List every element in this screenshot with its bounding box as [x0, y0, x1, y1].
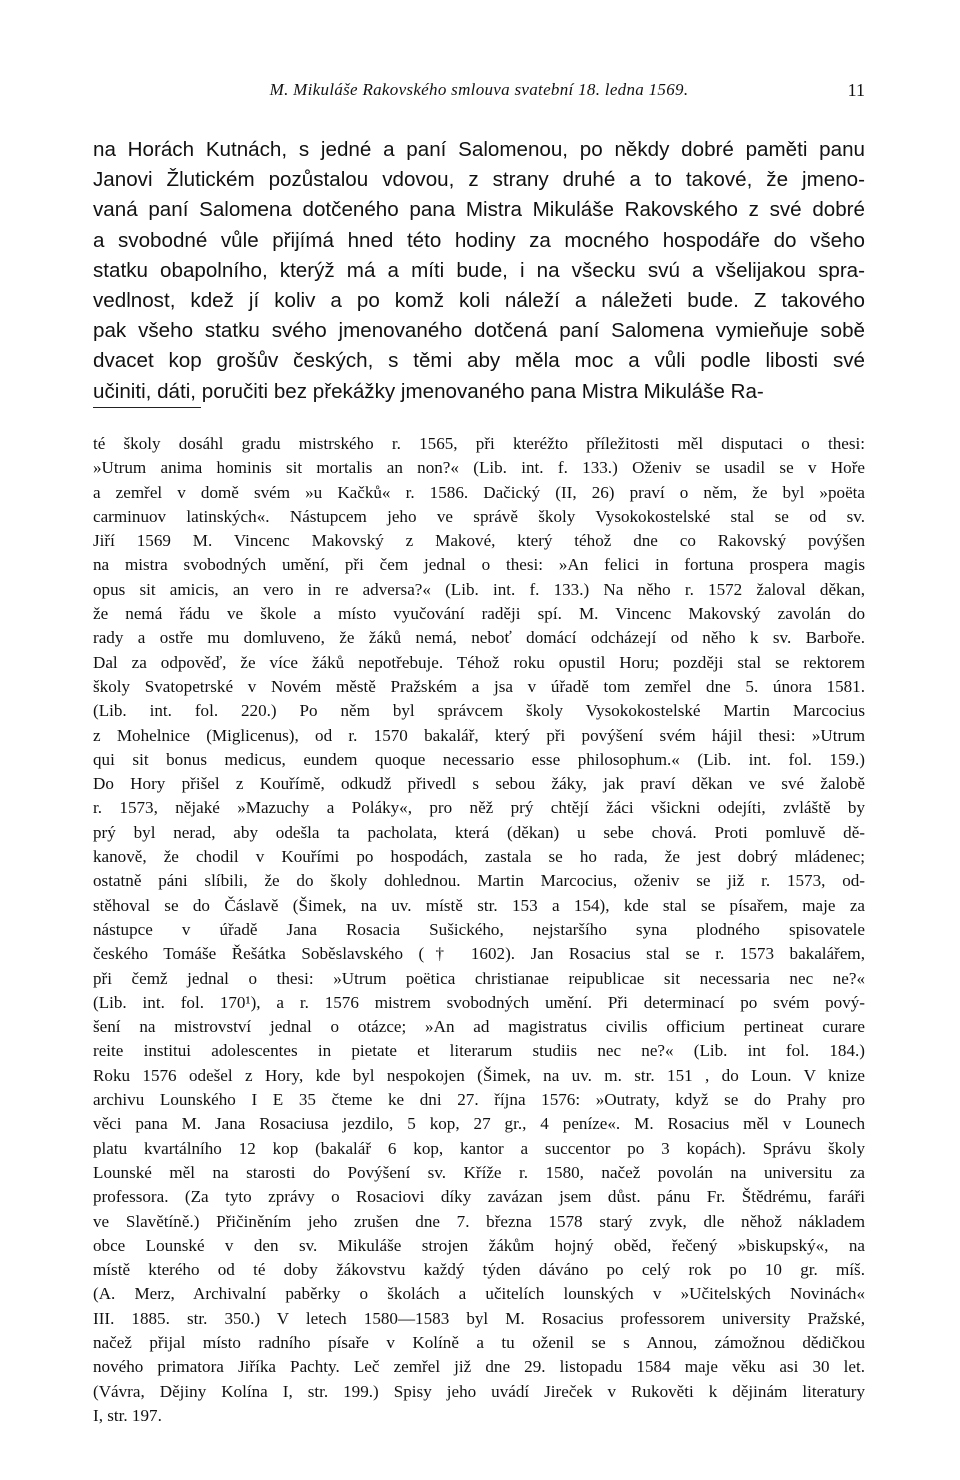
footnote-line: r. 1573, nějaké »Mazuchy a Poláky«, pro něž prý chtějí žáci všickni odejíti, zvláště by [93, 798, 865, 818]
main-text-line: na Horách Kutnách, s jedné a paní Salomenou, po někdy dobré paměti panu [93, 138, 865, 161]
footnote-line: českého Tomáše Řešátka Soběslavského († 1602). Jan Rosacius stal se r. 1573 bakalářem, [93, 944, 865, 964]
footnote-line: Do Hory přišel z Kouřímě, odkudž přivedl s sebou žáky, jak praví děkan ve své žalobě [93, 774, 865, 794]
footnote-line: (Lib. int. fol. 170¹), a r. 1576 mistrem svobodných umění. Při determinací po svém pový- [93, 992, 865, 1012]
page-number: 11 [847, 80, 865, 100]
footnote-line: I, str. 197. [93, 1405, 162, 1425]
footnote-line: reite institui adolescentes in pietate et literarum studiis nec ne?« (Lib. int fol. 184.) [93, 1041, 865, 1061]
main-text [93, 135, 865, 407]
footnote-line: při čemž jednal o thesi: »Utrum poëtica christianae reipublicae sit necessaria nec ne?« [93, 968, 865, 988]
footnote [93, 432, 865, 1428]
footnote-line: nástupce v úřadě Jana Rosacia Sušického, nejstaršího syna plodného spisovatele [93, 919, 865, 939]
footnote-line: na mistra svobodných umění, při čem jednal o thesi: »An felici in fortuna prospera magis [93, 555, 865, 575]
footnote-line: obce Lounské v den sv. Mikuláše strojen žákům hojný oběd, řečený »biskupský«, na [93, 1235, 865, 1255]
main-text-line: dvacet kop grošův českých, s těmi aby měla moc a vůli podle libosti své [93, 349, 865, 373]
footnote-line: rady a ostře mu domluveno, že žáků nemá, neboť domácí odcházejí od něho k sv. Barboře. [93, 628, 865, 648]
footnote-line: professora. (Za tyto zprávy o Rosaciovi díky zavázan jsem důst. pánu Fr. Štědrému, faráři [93, 1187, 865, 1207]
footnote-line: (Lib. int. fol. 220.) Po něm byl správcem školy Vysokokostelské Martin Marcocius [93, 701, 865, 721]
footnote-line: Lounské měl na starosti do Povýšení sv. Kříže r. 1580, načež povolán na universitu za [93, 1162, 865, 1182]
main-text-line: učiniti, dáti, poručiti bez překážky jmenovaného pana Mistra Mikuláše Ra- [93, 379, 764, 403]
footnote-line: III. 1885. str. 350.) V letech 1580—1583 byl M. Rosacius professorem university Pražské, [93, 1308, 865, 1328]
footnote-line: šení na mistrovství jednal o otázce; »An ad magistratus civilis officium pertineat curare [93, 1017, 865, 1037]
footnote-line: ostatně páni slíbili, že do školy dohlednou. Martin Marcocius, oženiv se již r. 1573, od- [93, 871, 865, 891]
page-header [93, 80, 865, 108]
footnote-line: platu kvartálního 12 kop (bakalář 6 kop, kantor a succentor po 3 kopách). Správu školy [93, 1138, 865, 1158]
footnote-line: Jiří 1569 M. Vincenc Makovský z Makové, který téhož dne co Rakovský povýšen [93, 531, 865, 551]
footnote-line: archivu Lounského I E 35 čteme ke dni 27. října 1576: »Outraty, když se do Prahy pro [93, 1090, 865, 1110]
footnote-line: (Vávra, Dějiny Kolína I, str. 199.) Spisy jeho uvádí Jireček v Rukověti k dějinám literatury [93, 1381, 865, 1401]
footnote-line: ve Slavětíně.) Přičiněním jeho zrušen dne 7. března 1578 starý zvyk, dle něhož nákladem [93, 1211, 865, 1231]
footnote-line: Dal za odpověď, že více žáků nepotřebuje. Téhož roku opustil Horu; později stal se rektorem [93, 652, 865, 672]
footnote-line: carminuov latinských«. Nástupcem jeho ve správě školy Vysokokostelské stal se od sv. [93, 506, 865, 526]
main-text-line: statku obapolního, kterýž má a míti bude, i na všecku svú a všelijakou spra- [93, 258, 865, 282]
footnote-line: že nemá řádu ve škole a místo vyučování raději spí. M. Vincenc Makovský zavolán do [93, 604, 865, 624]
footnote-line: školy Svatopetrské v Novém městě Pražském a jsa v úřadě tom zemřel dne 5. února 1581. [93, 676, 865, 696]
main-text-line: Janovi Žlutickém pozůstalou vdovou, z strany druhé a to takové, že jmeno- [93, 168, 865, 192]
footnote-line: prý byl nerad, aby odešla ta pacholata, která (děkan) u sebe chová. Proti pomluvě dě- [93, 822, 865, 842]
footnote-line: opus sit amicis, an vero in re adversa?« (Lib. int. f. 133.) Na něho r. 1572 žaloval děkan, [93, 579, 865, 599]
running-title: M. Mikuláše Rakovského smlouva svatební 18. ledna 1569. [269, 80, 689, 99]
footnote-line: a zemřel v domě svém »u Kačků« r. 1586. Dačický (II, 26) praví o něm, že byl »poëta [93, 482, 865, 502]
main-text-line: vedlnost, kdež jí koliv a po komž koli náleží a náležeti bude. Z takového [93, 288, 865, 312]
footnote-line: qui sit bonus medicus, eundem quoque necessario esse philosophum.« (Lib. int. fol. 159.) [93, 749, 865, 769]
footnote-line: načež přijal místo radního písaře v Kolíně a tu oženil se s Annou, zámožnou dědičkou [93, 1332, 865, 1352]
main-text-line: a svobodné vůle přijímá hned této hodiny za mocného hospodáře do všeho [93, 228, 865, 252]
footnote-line: »Utrum anima hominis sit mortalis an non?« (Lib. int. f. 133.) Oženiv se usadil se v Hoře [93, 458, 865, 478]
footnote-line: (A. Merz, Archivalní paběrky o školách a učitelích lounských v »Učitelských Novinách« [93, 1284, 865, 1304]
footnote-line: nového primatora Jiříka Pachty. Leč zemřel již dne 29. listopadu 1584 maje věku asi 30 let. [93, 1357, 865, 1377]
footnote-line: místě kterého od té doby žákovstvu každý týden dáváno po celý rok po 10 gr. míš. [93, 1260, 865, 1280]
footnote-line: z Mohelnice (Miglicenus), od r. 1570 bakalář, který při povýšení svém hájil thesi: »Utrum [93, 725, 865, 745]
footnote-line: věci pana M. Jana Rosaciusa jezdilo, 5 kop, 27 gr., 4 peníze«. M. Rosacius měl v Lounech [93, 1114, 865, 1134]
footnote-line: stěhoval se do Čáslavě (Šimek, na uv. místě str. 153 a 154), kde stal se písařem, maje za [93, 895, 865, 915]
footnote-line: Roku 1576 odešel z Hory, kde byl nespokojen (Šimek, na uv. m. str. 151 , do Loun. V knize [93, 1065, 865, 1085]
footnote-separator [93, 407, 201, 408]
main-text-line: pak všeho statku svého jmenovaného dotčená paní Salomena vymieňuje sobě [93, 319, 865, 343]
main-text-line: vaná paní Salomena dotčeného pana Mistra Mikuláše Rakovského z své dobré [93, 198, 865, 222]
footnote-line: kanově, že chodil v Kouřími po hospodách, zastala se ho rada, že jest dobrý mládenec; [93, 847, 865, 867]
footnote-line: té školy dosáhl gradu mistrského r. 1565, při kteréžto příležitosti měl disputaci o thesi: [93, 434, 865, 453]
